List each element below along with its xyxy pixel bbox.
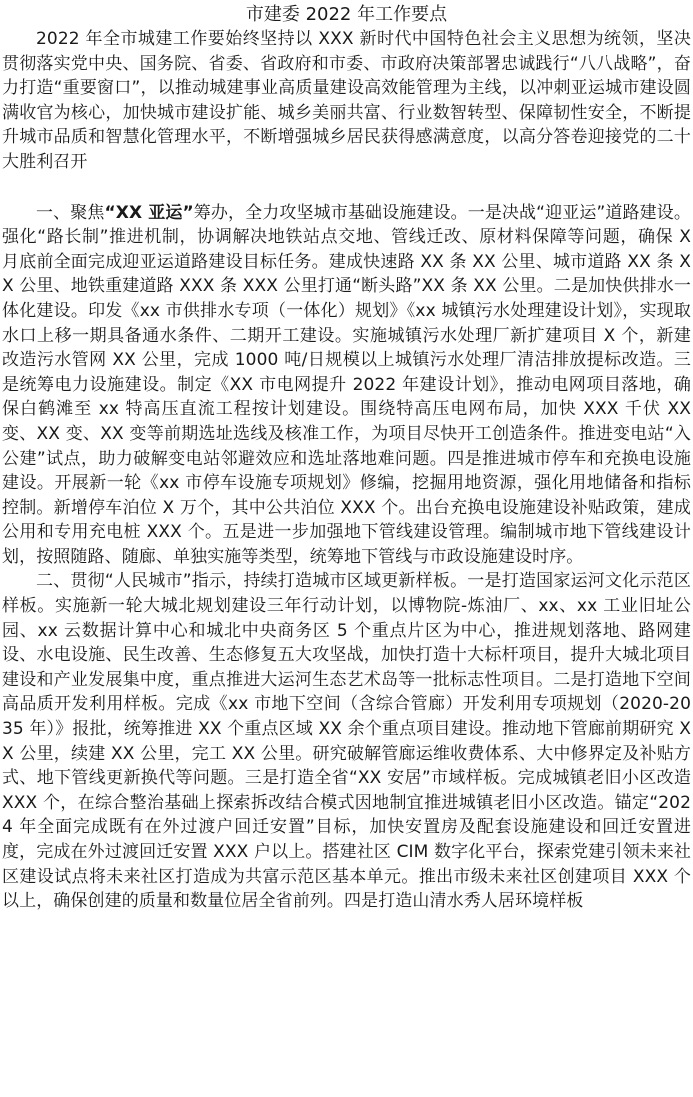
section-1-paragraph	[2, 201, 691, 570]
paragraph-gap	[2, 175, 691, 201]
intro-paragraph: 2022 年全市城建工作要始终坚持以 XXX 新时代中国特色社会主义思想为统领，坚决贯彻落实党中央、国务院、省委、省政府和市委、市政府决策部署忠诚践行“八八战略”，奋力打造“重要窗口”，以推动城建事业高质量建设高效能管理为主线，以冲刺亚运城市建设圆满收官为核心，加快城市建设扩能、城乡美丽共富、行业数智转型、保障韧性安全，不断提升城市品质和智慧化管理水平，不断增强城乡居民获得感满意度，以高分答卷迎接党的二十大胜利召开	[2, 29, 691, 172]
section-1-lead: 一、聚焦	[36, 202, 105, 223]
section-1-bold-phrase: “XX 亚运”	[104, 202, 194, 223]
document-title: 市建委 2022 年工作要点	[245, 4, 448, 25]
section-1-body: 筹办，全力攻坚城市基础设施建设。一是决战“迎亚运”道路建设。强化“路长制”推进机制，协调解决地铁站点交地、管线迁改、原材料保障等问题，确保 X 月底前全面完成迎亚运道路建设目标任务。建成快速路 XX 条 XX 公里、城市道路 XX 条 XX 公里、地铁重建道路 XXX 条 XXX 公里打通“断头路”XX 条 XX 公里。二是加快供排水一体化建设。印发《xx 市供排水专项（一体化）规划》《xx 城镇污水处理建设计划》，实现取水口上移一期具备通水条件、二期开工建设。实施城镇污水处理厂新扩建项目 X 个，新建改造污水管网 XX 公里，完成 1000 吨/日规模以上城镇污水处理厂清洁排放提标改造。三是统筹电力设施建设。制定《XX 市电网提升 2022 年建设计划》，推动电网项目落地，确保白鹤滩至 xx 特高压直流工程按计划建设。围绕特高压电网布局，加快 XXX 千伏 XX 变、XX 变、XX 变等前期选址选线及核准工作，为项目尽快开工创造条件。推进变电站“入公建”试点，助力破解变电站邻避效应和选址落地难问题。四是推进城市停车和充换电设施建设。开展新一轮《xx 市停车设施专项规划》修编，挖掘用地资源，强化用地储备和指标控制。新增停车泊位 X 万个，其中公共泊位 XXX 个。出台充换电设施建设补贴政策，建成公用和专用充电桩 XXX 个。五是进一步加强地下管线建设管理。编制城市地下管线建设计划，按照随路、随廊、单独实施等类型，统筹地下管线与市政设施建设时序。	[2, 202, 691, 567]
section-2-paragraph: 二、贯彻“人民城市”指示，持续打造城市区域更新样板。一是打造国家运河文化示范区样板。实施新一轮大城北规划建设三年行动计划，以博物院-炼油厂、xx、xx 工业旧址公园、xx 云数据计算中心和城北中央商务区 5 个重点片区为中心，推进规划落地、路网建设、水电设施、民生改善、生态修复五大攻坚战，加快打造十大标杆项目，提升大城北项目建设和产业发展集中度，重点推进大运河生态艺术岛等一批标志性项目。二是打造地下空间高品质开发利用样板。完成《xx 市地下空间（含综合管廊）开发利用专项规划（2020-2035 年）》报批，统筹推进 XX 个重点区域 XX 余个重点项目建设。推动地下管廊前期研究 XX 公里，续建 XX 公里，完工 XX 公里。研究破解管廊运维收费体系、大中修界定及补贴方式、地下管线更新换代等问题。三是打造全省“XX 安居”市域样板。完成城镇老旧小区改造 XXX 个，在综合整治基础上探索拆改结合模式因地制宜推进城镇老旧小区改造。锚定“2024 年全面完成既有在外过渡户回迁安置”目标，加快安置房及配套设施建设和回迁安置进度，完成在外过渡回迁安置 XXX 户以上。搭建社区 CIM 数字化平台，探索党建引领未来社区建设试点将未来社区打造成为共富示范区基本单元。推出市级未来社区创建项目 XXX 个以上，确保创建的质量和数量位居全省前列。四是打造山清水秀人居环境样板	[2, 571, 691, 912]
